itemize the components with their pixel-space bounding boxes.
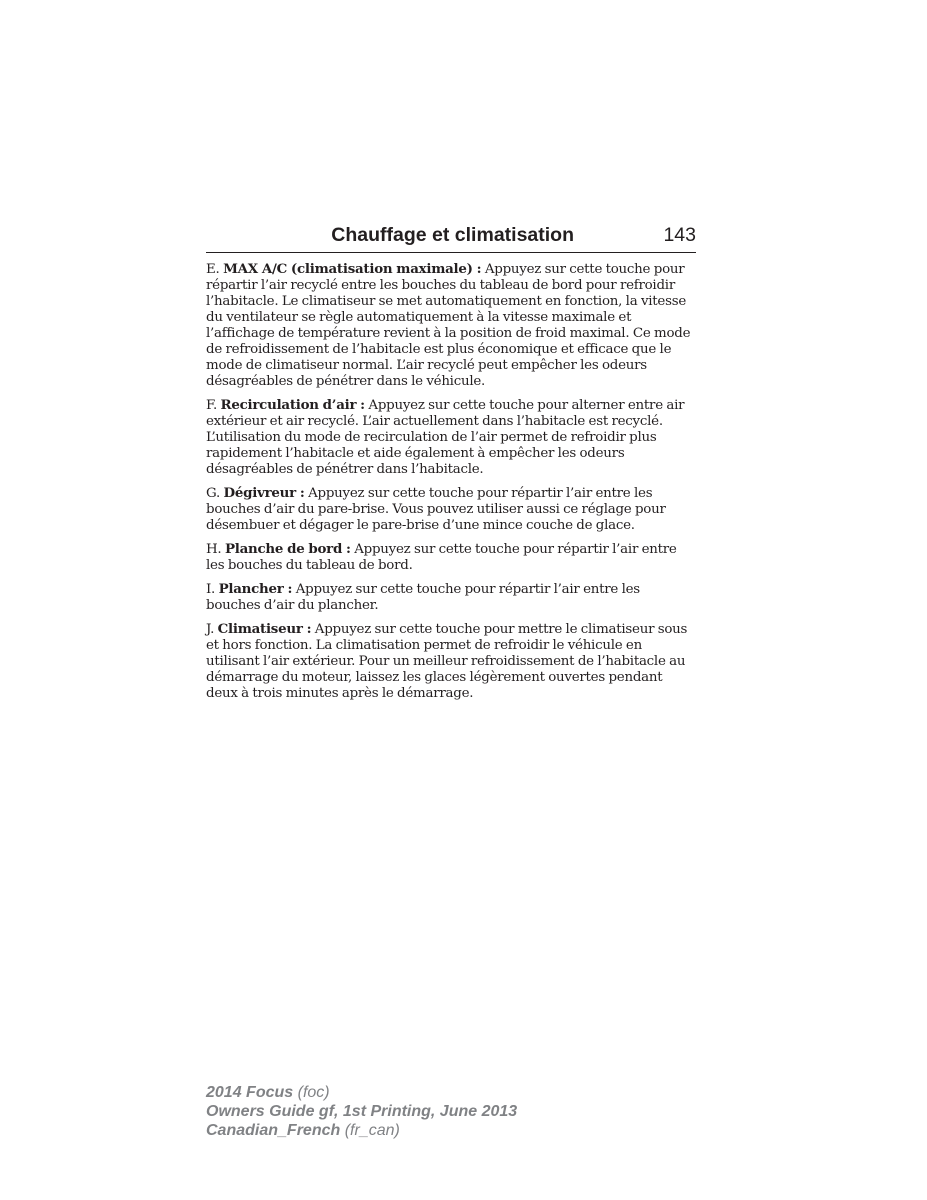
footer-printing: Owners Guide gf, 1st Printing, June 2013 [206,1103,518,1120]
item-letter: E. [206,262,220,277]
item-description: Appuyez sur cette touche pour répartir l’air entre les bouches d’air du plancher. [206,582,640,613]
page-header [206,222,696,253]
section-title: Chauffage et climatisation [331,224,574,246]
footer-model: 2014 Focus [206,1084,294,1101]
item-letter: I. [206,582,216,597]
paragraph-degivreur [206,485,696,534]
body-text [206,261,696,709]
item-description: Appuyez sur cette touche pour répartir l’air recyclé entre les bouches du tableau de bord pour refroidir l’habitacle. Le climatiseur se met automatiquement en fonction, la vitesse du ventilateur se règle automatiquement à la vitesse maximale et l’affichage de température revient à la position de froid maximal. Ce mode de refroidissement de l’habitacle est plus économique et efficace que le mode de climatiseur normal. L’air recyclé peut empêcher les odeurs désagréables de pénétrer dans le véhicule. [206,262,691,389]
paragraph-plancher [206,581,696,614]
item-letter: H. [206,542,222,557]
item-letter: J. [206,622,215,637]
item-term: Climatiseur : [217,621,312,637]
paragraph-climatiseur [206,621,696,702]
footer-model-code: (foc) [297,1084,330,1101]
footer-line-language [206,1121,517,1140]
item-description: Appuyez sur cette touche pour répartir l’air entre les bouches du tableau de bord. [206,542,677,573]
footer-language: Canadian_French [206,1122,341,1139]
paragraph-recirculation [206,397,696,478]
item-description: Appuyez sur cette touche pour répartir l’air entre les bouches d’air du pare-brise. Vous pouvez utiliser aussi ce réglage pour désembuer et dégager le pare-brise d’une mince couche de glace. [206,486,666,533]
item-term: Plancher : [218,581,293,597]
item-description: Appuyez sur cette touche pour alterner entre air extérieur et air recyclé. L’air actuellement dans l’habitacle est recyclé. L’utilisation du mode de recirculation de l’air permet de refroidir plus rapidement l’habitacle et aide également à empêcher les odeurs désagréables de pénétrer dans l’habitacle. [206,398,685,477]
item-letter: G. [206,486,220,501]
paragraph-max-ac [206,261,696,390]
print-footer [206,1083,517,1140]
paragraph-planche-de-bord [206,541,696,574]
item-description: Appuyez sur cette touche pour mettre le climatiseur sous et hors fonction. La climatisation permet de refroidir le véhicule en utilisant l’air extérieur. Pour un meilleur refroidissement de l’habitacle au démarrage du moteur, laissez les glaces légèrement ouvertes pendant deux à trois minutes après le démarrage. [206,622,688,701]
item-term: Recirculation d’air : [220,397,365,413]
page-number: 143 [663,224,696,246]
footer-language-code: (fr_can) [344,1122,400,1139]
item-term: MAX A/C (climatisation maximale) : [223,261,482,277]
item-term: Planche de bord : [224,541,351,557]
footer-line-model [206,1083,517,1102]
footer-line-printing [206,1102,517,1121]
item-term: Dégivreur : [223,485,305,501]
item-letter: F. [206,398,217,413]
